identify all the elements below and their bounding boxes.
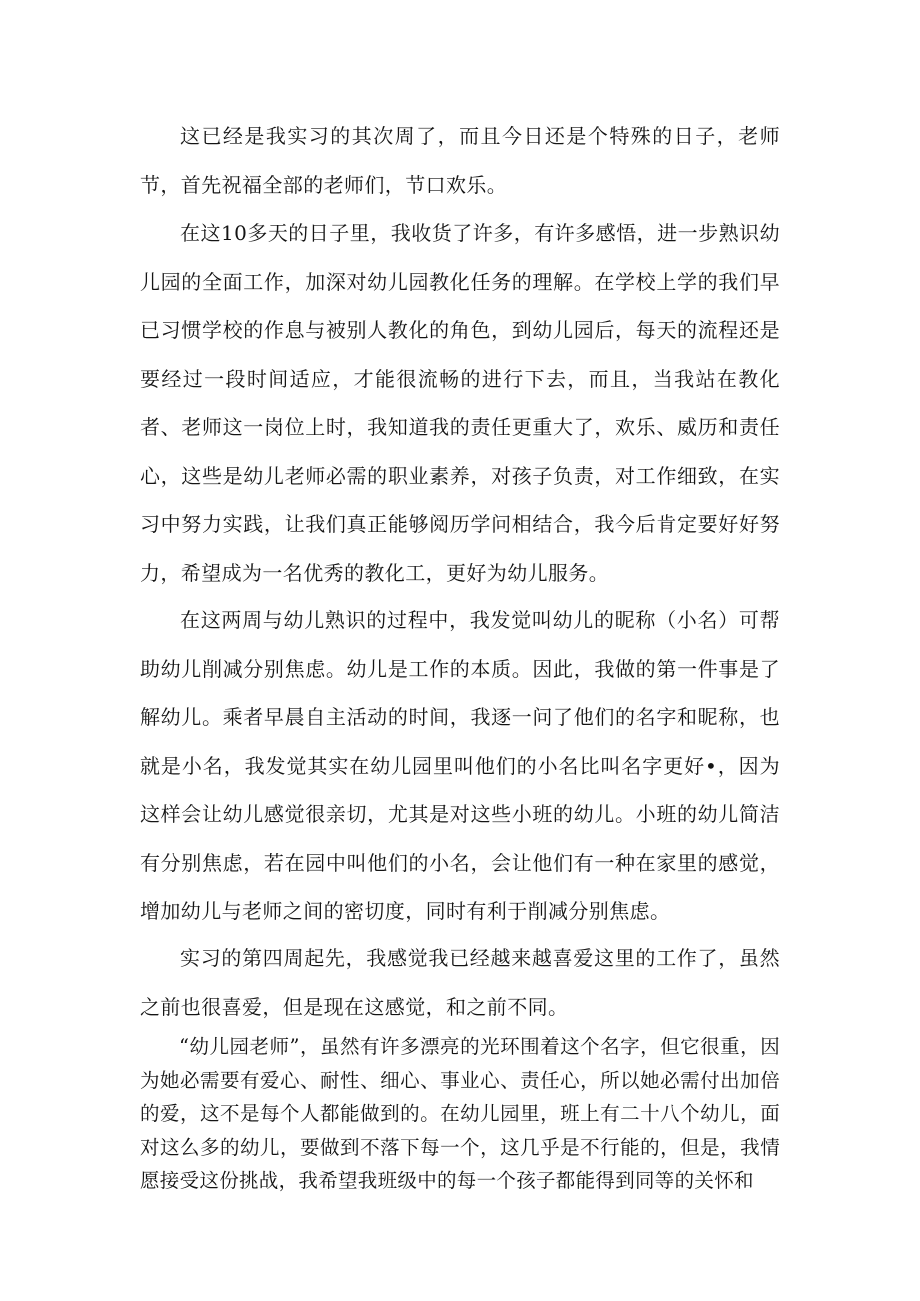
paragraph-4: 实习的第四周起先，我感觉我已经越来越喜爱这里的工作了，虽然之前也很喜爱，但是现在这感觉，和之前不同。 bbox=[140, 946, 780, 1019]
paragraph-3: 在这两周与幼儿熟识的过程中，我发觉叫幼儿的昵称（小名）可帮助幼儿削减分别焦虑。幼儿是工作的本质。因此，我做的第一件事是了解幼儿。乘者早晨自主活动的时间，我逐一问了他们的名字和昵称，也就是小名，我发觉其实在幼儿园里叫他们的小名比叫名字更好•，因为这样会让幼儿感觉很亲切，尤其是对这些小班的幼儿。小班的幼儿简洁有分别焦虑，若在园中叫他们的小名，会让他们有一种在家里的感觉，增加幼儿与老师之间的密切度，同时有利于削减分别焦虑。 bbox=[140, 608, 780, 923]
paragraph-1: 这已经是我实习的其次周了，而且今日还是个特殊的日子，老师节，首先祝福全部的老师们，节口欢乐。 bbox=[140, 124, 780, 197]
paragraph-2: 在这10多天的日子里，我收货了许多，有许多感悟，进一步熟识幼儿园的全面工作，加深对幼儿园教化任务的理解。在学校上学的我们早已习惯学校的作息与被别人教化的角色，到幼儿园后，每天的流程还是要经过一段时间适应，才能很流畅的进行下去，而且，当我站在教化者、老师这一岗位上时，我知道我的责任更重大了，欢乐、威历和责任心，这些是幼儿老师必需的职业素养，对孩子负责，对工作细致，在实习中努力实践，让我们真正能够阅历学问相结合，我今后肯定要好好努力，希望成为一名优秀的教化工，更好为幼儿服务。 bbox=[140, 221, 780, 585]
paragraph-5: “幼儿园老师”，虽然有许多漂亮的光环围着这个名字，但它很重，因为她必需要有爱心、耐性、细心、事业心、责任心，所以她必需付出加倍的爱，这不是每个人都能做到的。在幼儿园里，班上有二十八个幼儿，面对这么多的幼儿，要做到不落下每一个，这几乎是不行能的，但是，我情愿接受这份挑战，我希望我班级中的每一个孩子都能得到同等的关怀和 bbox=[140, 1035, 780, 1192]
